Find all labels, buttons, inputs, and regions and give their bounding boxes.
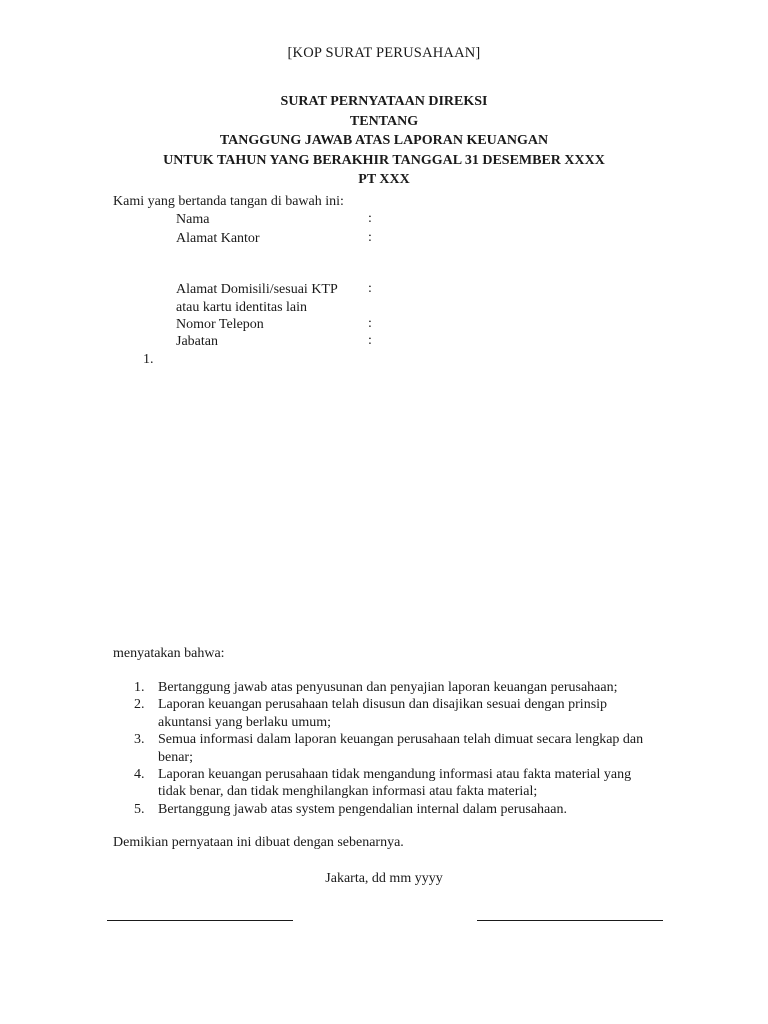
list-number: 1. [134, 680, 145, 695]
field-colon: : [368, 333, 372, 348]
field-colon: : [368, 316, 372, 331]
list-number: 3. [134, 732, 145, 748]
field-label-jabatan: Jabatan [176, 334, 218, 349]
title-line: SURAT PERNYATAAN DIREKSI [280, 94, 488, 109]
field-label-alamat-kantor: Alamat Kantor [176, 231, 260, 246]
statement-list [134, 679, 654, 818]
list-text: Laporan keuangan perusahaan tidak mengandung informasi atau fakta material yang tidak benar, dan tidak menghilangkan informasi atau fakta material; [158, 767, 632, 800]
title-line: UNTUK TAHUN YANG BERAKHIR TANGGAL 31 DESEMBER XXXX [163, 152, 605, 168]
place-date: Jakarta, dd mm yyyy [325, 871, 443, 886]
field-label-nomor-telepon: Nomor Telepon [176, 317, 264, 332]
list-number: 4. [134, 767, 145, 783]
title-line: TENTANG [349, 113, 419, 129]
closing-statement: Demikian pernyataan ini dibuat dengan sebenarnya. [113, 835, 404, 850]
list-item [134, 696, 654, 731]
field-colon: : [368, 211, 372, 226]
list-item [134, 801, 654, 818]
list-number: 2. [134, 697, 145, 713]
signature-line-right [477, 920, 663, 921]
title-line: PT XXX [358, 172, 410, 187]
list-item [134, 679, 654, 696]
intro-text: Kami yang bertanda tangan di bawah ini: [113, 194, 344, 209]
list-number: 5. [134, 801, 145, 817]
field-label-alamat-domisili: Alamat Domisili/sesuai KTP [176, 282, 338, 297]
list-text: Bertanggung jawab atas penyusunan dan penyajian laporan keuangan perusahaan; [158, 680, 618, 695]
list-text: Semua informasi dalam laporan keuangan perusahaan telah dimuat secara lengkap dan benar; [158, 732, 644, 765]
signature-line-left [107, 920, 293, 921]
document-title [0, 92, 768, 190]
stray-list-number: 1. [143, 352, 154, 367]
list-text: Bertanggung jawab atas system pengendalian internal dalam perusahaan. [158, 801, 567, 817]
list-text: Laporan keuangan perusahaan telah disusun dan disajikan sesuai dengan prinsip akuntansi yang berlaku umum; [158, 697, 608, 730]
field-colon: : [368, 281, 372, 296]
declaration-intro: menyatakan bahwa: [113, 646, 225, 661]
title-line: TANGGUNG JAWAB ATAS LAPORAN KEUANGAN [219, 133, 549, 148]
list-item [134, 731, 654, 766]
letterhead-placeholder: [KOP SURAT PERUSAHAAN] [287, 45, 481, 61]
list-item [134, 766, 654, 801]
field-label-nama: Nama [176, 212, 210, 227]
field-colon: : [368, 230, 372, 245]
field-label-alamat-domisili-cont: atau kartu identitas lain [176, 300, 308, 315]
